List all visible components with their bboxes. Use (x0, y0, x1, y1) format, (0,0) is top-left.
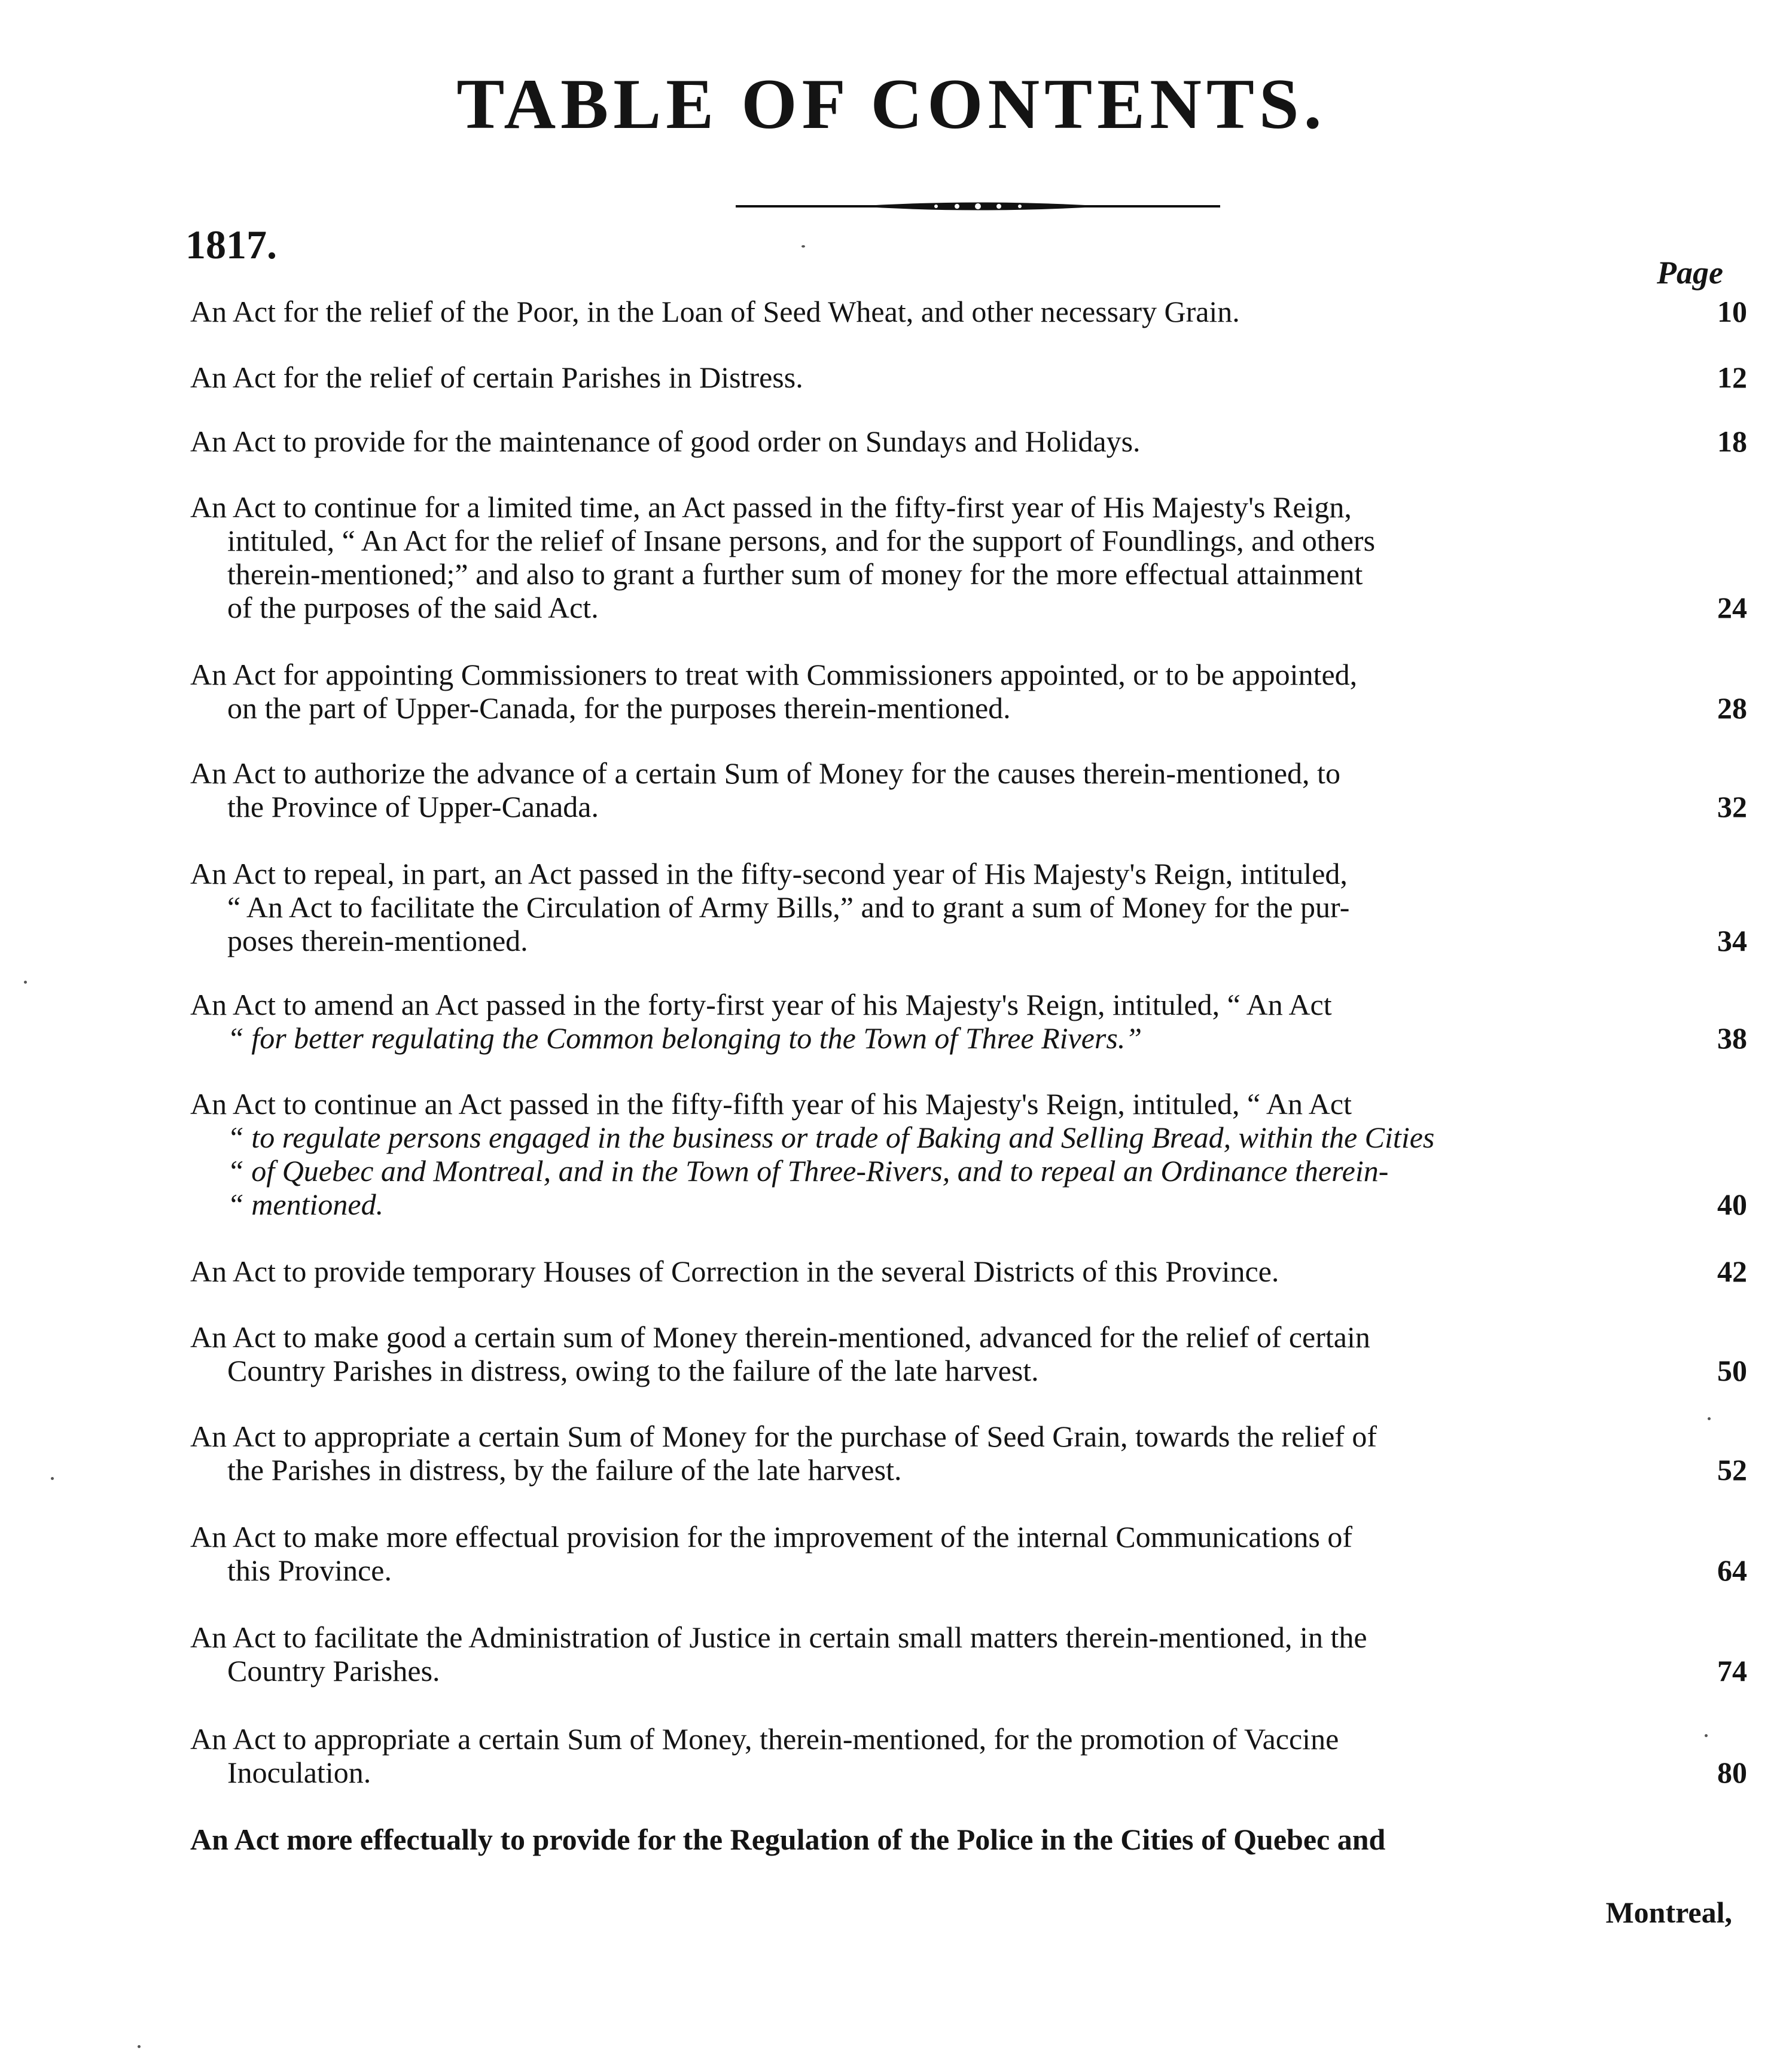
page-column-header: Page (1657, 255, 1723, 291)
page-number: 34 (1717, 924, 1747, 957)
page-number: 38 (1717, 1021, 1747, 1055)
page-number: 10 (1717, 295, 1747, 328)
entry-line: An Act to continue for a limited time, an Act passed in the fifty-first year of His Majesty's Reign, (190, 490, 1352, 524)
entry-line: Country Parishes in distress, owing to the failure of the late harvest. (227, 1354, 1039, 1387)
page-number: 52 (1717, 1453, 1747, 1487)
scan-speck (801, 245, 805, 248)
toc-entry (190, 295, 1650, 328)
entry-line: An Act to continue an Act passed in the fifty-fifth year of his Majesty's Reign, intituled, “ An Act (190, 1087, 1352, 1121)
entry-line: “ of Quebec and Montreal, and in the Town of Three-Rivers, and to repeal an Ordinance therein- (227, 1154, 1389, 1188)
entry-line: An Act to repeal, in part, an Act passed in the fifty-second year of His Majesty's Reign, intituled, (190, 857, 1348, 890)
entry-line: An Act to make more effectual provision for the improvement of the internal Communications of (190, 1520, 1353, 1554)
entry-line: An Act to make good a certain sum of Money therein-mentioned, advanced for the relief of certain (190, 1320, 1370, 1354)
toc-entry (190, 658, 1650, 725)
entry-line: An Act for appointing Commissioners to treat with Commissioners appointed, or to be appointed, (190, 658, 1358, 691)
entry-line: Inoculation. (227, 1756, 371, 1789)
toc-entry (190, 988, 1650, 1055)
entry-line: An Act to appropriate a certain Sum of Money, therein-mentioned, for the promotion of Vaccine (190, 1722, 1339, 1756)
scan-speck (138, 2045, 141, 2048)
toc-entry (190, 1255, 1650, 1288)
toc-entry (190, 1722, 1650, 1789)
page-number: 18 (1717, 425, 1747, 458)
entry-line: An Act more effectually to provide for the Regulation of the Police in the Cities of Quebec and (190, 1823, 1386, 1856)
scan-speck (24, 981, 27, 984)
entry-line: the Province of Upper-Canada. (227, 790, 599, 823)
entry-line: An Act to provide for the maintenance of good order on Sundays and Holidays. (190, 425, 1141, 458)
toc-entry (190, 857, 1650, 957)
toc-entry (190, 490, 1650, 624)
entry-line: the Parishes in distress, by the failure of the late harvest. (227, 1453, 902, 1487)
toc-entry (190, 756, 1650, 823)
page-number: 80 (1717, 1756, 1747, 1789)
entry-line: “ mentioned. (227, 1188, 384, 1221)
toc-entry (190, 1823, 1650, 1856)
entry-line: “ to regulate persons engaged in the business or trade of Baking and Selling Bread, within the Cities (227, 1121, 1435, 1154)
entry-line: therein-mentioned;” and also to grant a further sum of money for the more effectual attainment (227, 557, 1363, 591)
entry-line: An Act to appropriate a certain Sum of Money for the purchase of Seed Grain, towards the relief of (190, 1420, 1377, 1453)
scan-speck (1705, 1734, 1708, 1737)
toc-entry (190, 1621, 1650, 1687)
page-number: 32 (1717, 790, 1747, 823)
toc-entry (190, 1420, 1650, 1487)
entry-line: An Act for the relief of certain Parishes in Distress. (190, 361, 803, 394)
entry-line: An Act for the relief of the Poor, in the Loan of Seed Wheat, and other necessary Grain. (190, 295, 1240, 328)
page-number: 12 (1717, 361, 1747, 394)
continuation-word: Montreal, (1605, 1896, 1732, 1929)
scan-speck (1708, 1417, 1711, 1420)
entry-line: this Province. (227, 1554, 392, 1587)
page-number: 64 (1717, 1554, 1747, 1587)
page-number: 40 (1717, 1188, 1747, 1221)
entry-line: An Act to provide temporary Houses of Correction in the several Districts of this Province. (190, 1255, 1279, 1288)
page-number: 28 (1717, 691, 1747, 725)
entry-line: An Act to amend an Act passed in the forty-first year of his Majesty's Reign, intituled, “ An Act (190, 988, 1332, 1021)
page-number: 74 (1717, 1654, 1747, 1687)
toc-entry (190, 1520, 1650, 1587)
page-number: 24 (1717, 591, 1747, 624)
entry-line: An Act to facilitate the Administration of Justice in certain small matters therein-mentioned, in the (190, 1621, 1367, 1654)
entry-line: intituled, “ An Act for the relief of Insane persons, and for the support of Foundlings, and others (227, 524, 1376, 557)
page-number: 42 (1717, 1255, 1747, 1288)
year-heading: 1817. (185, 222, 277, 267)
toc-entry (190, 361, 1650, 394)
page-number: 50 (1717, 1354, 1747, 1387)
toc-entry (190, 425, 1650, 458)
entry-line: Country Parishes. (227, 1654, 440, 1687)
entry-line: “ for better regulating the Common belonging to the Town of Three Rivers.” (227, 1021, 1142, 1055)
page-title: TABLE OF CONTENTS. (456, 64, 1327, 144)
entry-line: of the purposes of the said Act. (227, 591, 599, 624)
entry-line: on the part of Upper-Canada, for the purposes therein-mentioned. (227, 691, 1011, 725)
scan-speck (51, 1477, 54, 1480)
entry-line: “ An Act to facilitate the Circulation of Army Bills,” and to grant a sum of Money for the pur- (227, 890, 1350, 924)
entry-line: poses therein-mentioned. (227, 924, 528, 957)
toc-entry (190, 1087, 1650, 1221)
ornamental-rule (736, 197, 1220, 215)
entry-line: An Act to authorize the advance of a certain Sum of Money for the causes therein-mentioned, to (190, 756, 1340, 790)
toc-entry (190, 1320, 1650, 1387)
